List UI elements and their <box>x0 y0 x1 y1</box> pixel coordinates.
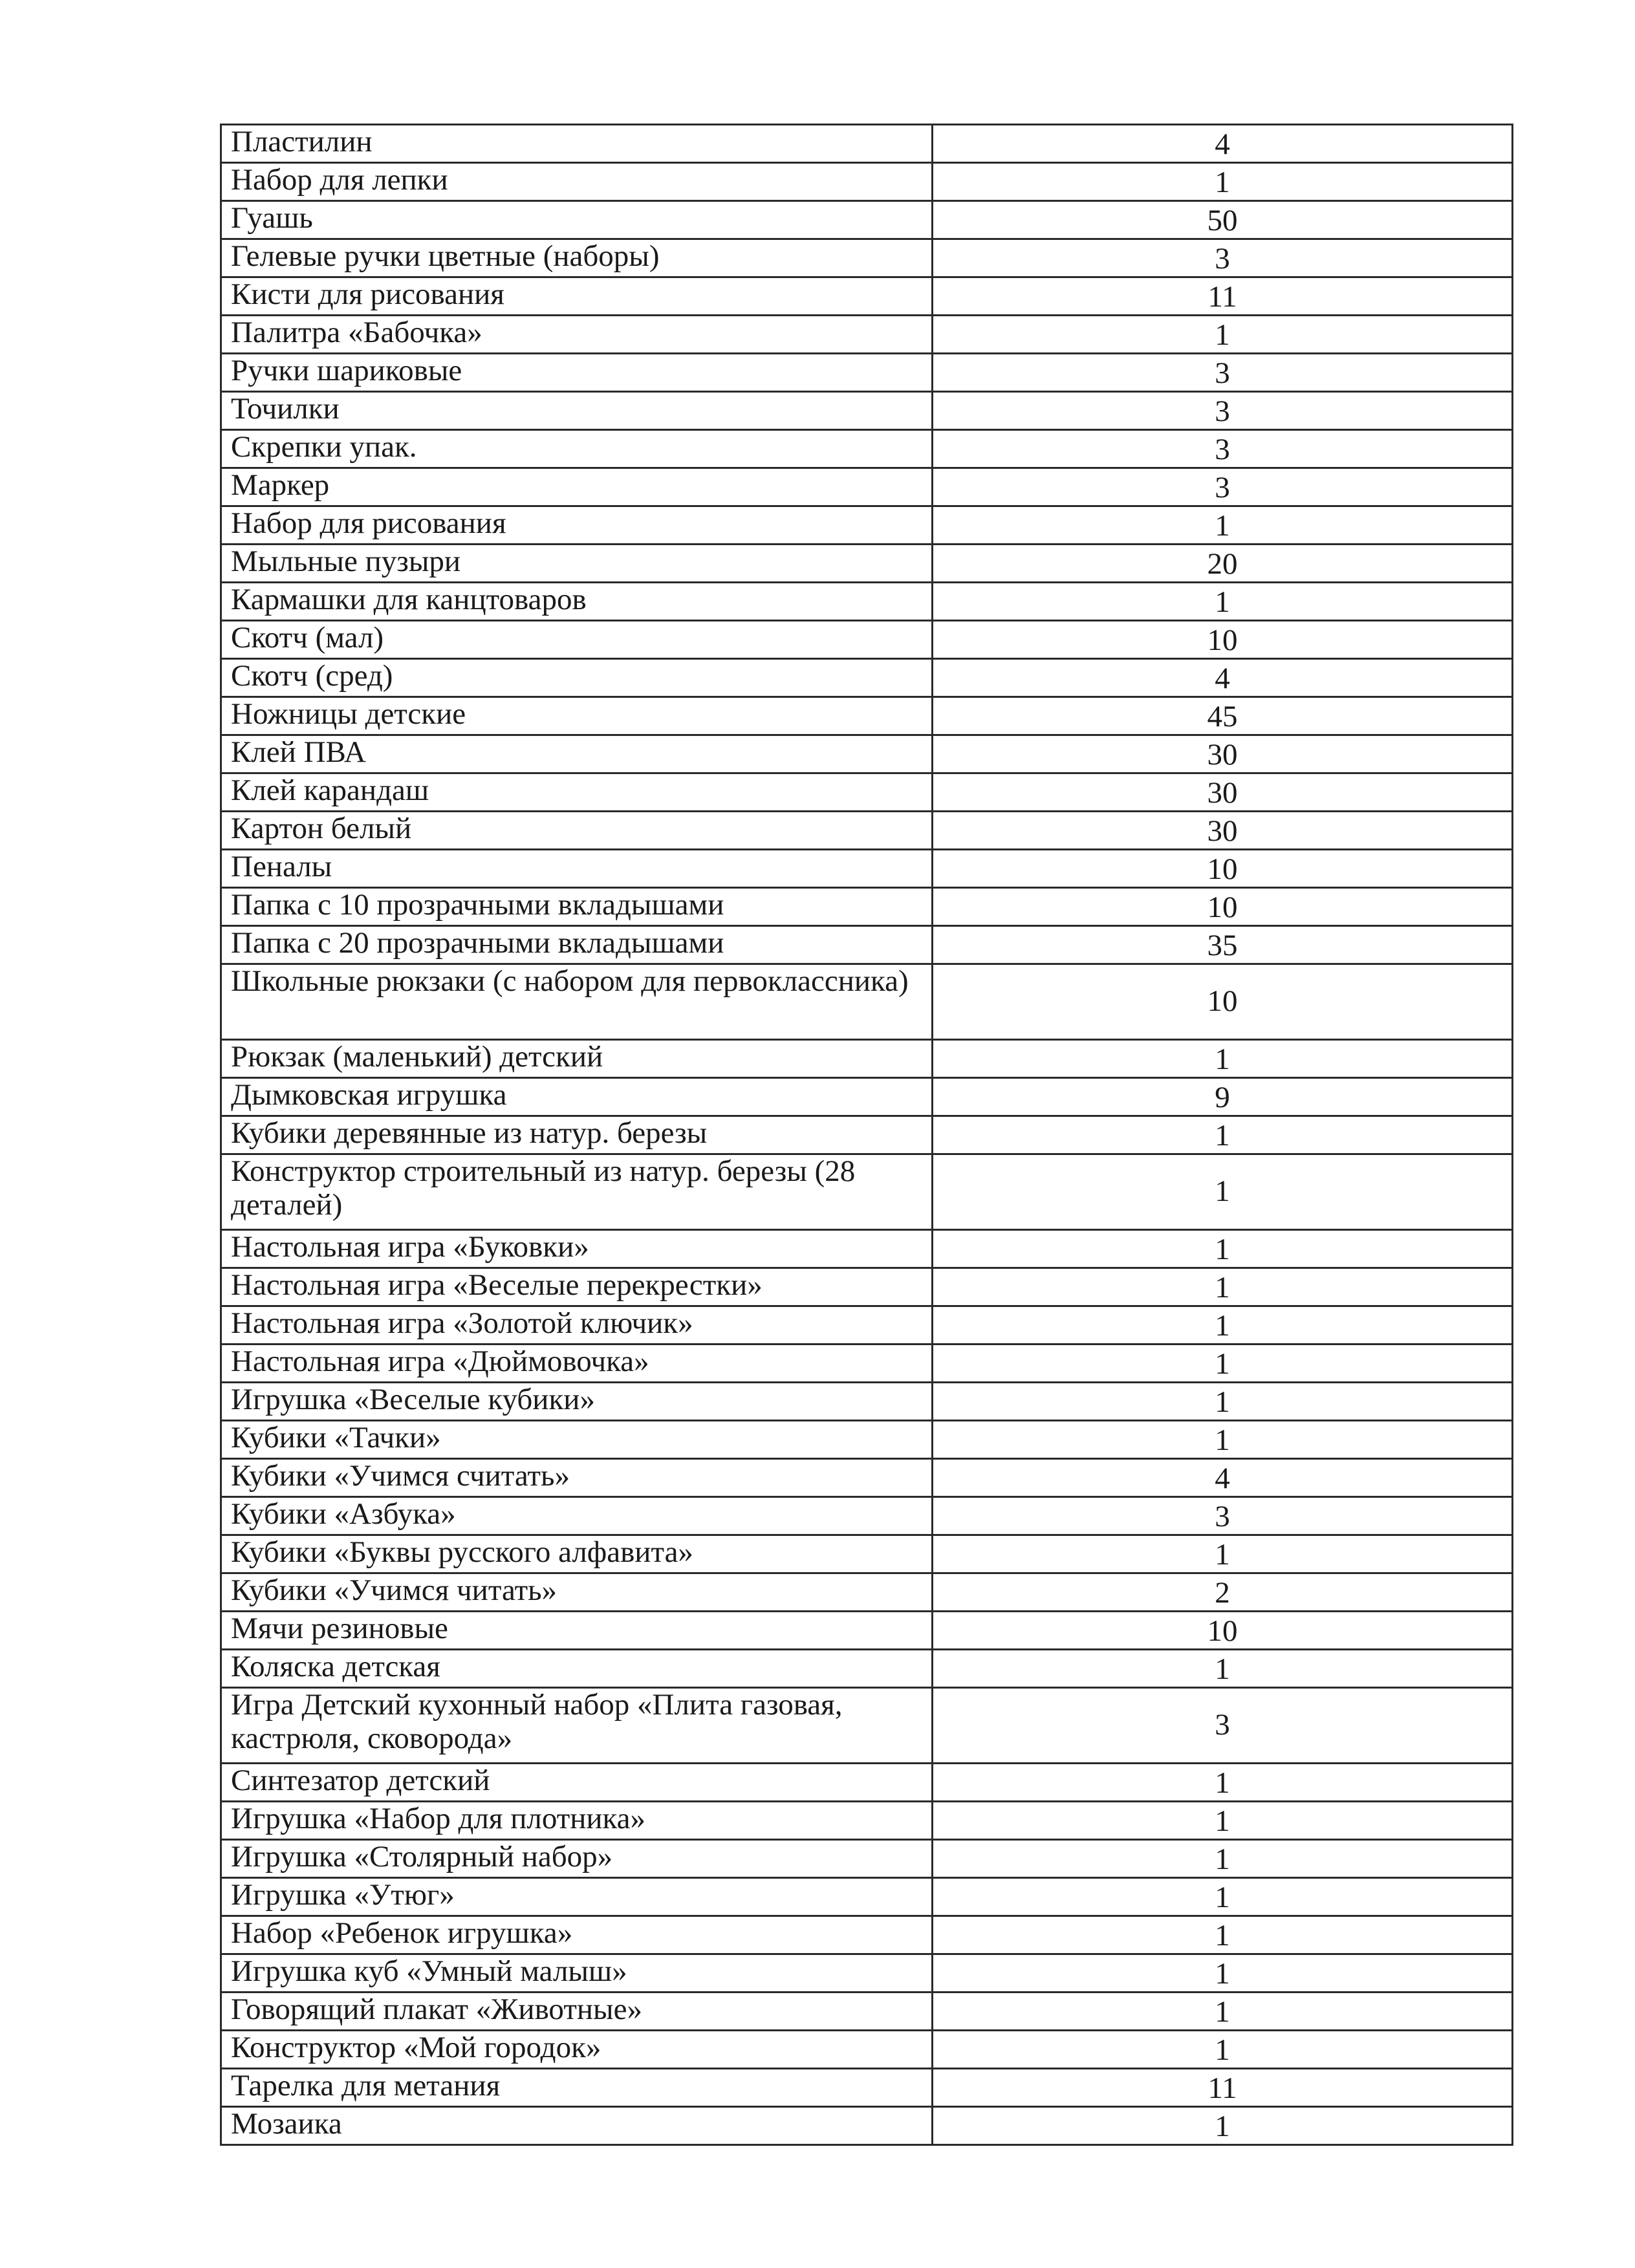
table-row <box>221 583 1513 621</box>
item-name-cell: Кармашки для канцтоваров <box>221 583 933 621</box>
item-quantity-cell: 1 <box>933 2031 1513 2069</box>
item-name-cell: Тарелка для метания <box>221 2069 933 2107</box>
item-quantity-cell: 1 <box>933 1116 1513 1154</box>
item-quantity-cell: 11 <box>933 277 1513 316</box>
item-name-cell: Набор «Ребенок игрушка» <box>221 1916 933 1954</box>
item-name-cell: Скотч (мал) <box>221 621 933 659</box>
table-row <box>221 1650 1513 1688</box>
item-name-cell: Гуашь <box>221 201 933 239</box>
table-row <box>221 2107 1513 2145</box>
item-name-cell: Настольная игра «Дюймовочка» <box>221 1345 933 1383</box>
item-name-cell: Кисти для рисования <box>221 277 933 316</box>
table-row <box>221 1345 1513 1383</box>
item-name-cell: Рюкзак (маленький) детский <box>221 1040 933 1078</box>
item-name-cell: Мозаика <box>221 2107 933 2145</box>
table-row <box>221 1688 1513 1764</box>
table-row <box>221 1268 1513 1306</box>
table-row <box>221 697 1513 735</box>
item-quantity-cell: 1 <box>933 583 1513 621</box>
item-quantity-cell: 10 <box>933 1612 1513 1650</box>
item-quantity-cell: 35 <box>933 926 1513 964</box>
table-row <box>221 392 1513 430</box>
item-name-cell: Кубики «Буквы русского алфавита» <box>221 1535 933 1573</box>
table-row <box>221 1954 1513 1993</box>
item-quantity-cell: 4 <box>933 659 1513 697</box>
table-row <box>221 659 1513 697</box>
item-quantity-cell: 1 <box>933 1421 1513 1459</box>
item-quantity-cell: 1 <box>933 1764 1513 1802</box>
item-name-cell: Пластилин <box>221 125 933 163</box>
item-quantity-cell: 4 <box>933 125 1513 163</box>
table-row <box>221 1154 1513 1230</box>
item-quantity-cell: 3 <box>933 392 1513 430</box>
table-row <box>221 1840 1513 1878</box>
table-row <box>221 125 1513 163</box>
table-row <box>221 2031 1513 2069</box>
item-name-cell: Коляска детская <box>221 1650 933 1688</box>
item-name-cell: Пеналы <box>221 850 933 888</box>
table-row <box>221 812 1513 850</box>
item-quantity-cell: 3 <box>933 468 1513 506</box>
item-quantity-cell: 45 <box>933 697 1513 735</box>
item-quantity-cell: 10 <box>933 850 1513 888</box>
item-quantity-cell: 1 <box>933 316 1513 354</box>
item-name-cell: Кубики деревянные из натур. березы <box>221 1116 933 1154</box>
item-name-cell: Набор для рисования <box>221 506 933 545</box>
item-quantity-cell: 1 <box>933 1040 1513 1078</box>
item-name-cell: Игра Детский кухонный набор «Плита газовая, кастрюля, сковорода» <box>221 1688 933 1764</box>
item-name-cell: Школьные рюкзаки (с набором для первоклассника) <box>221 964 933 1040</box>
item-name-cell: Настольная игра «Веселые перекрестки» <box>221 1268 933 1306</box>
item-name-cell: Дымковская игрушка <box>221 1078 933 1116</box>
table-row <box>221 316 1513 354</box>
table-row <box>221 1535 1513 1573</box>
item-name-cell: Игрушка «Столярный набор» <box>221 1840 933 1878</box>
table-row <box>221 1878 1513 1916</box>
item-name-cell: Синтезатор детский <box>221 1764 933 1802</box>
table-row <box>221 1612 1513 1650</box>
item-quantity-cell: 1 <box>933 1802 1513 1840</box>
table-row <box>221 201 1513 239</box>
table-row <box>221 1116 1513 1154</box>
item-name-cell: Игрушка «Набор для плотника» <box>221 1802 933 1840</box>
table-row <box>221 1764 1513 1802</box>
item-quantity-cell: 1 <box>933 1383 1513 1421</box>
table-row <box>221 1459 1513 1497</box>
item-quantity-cell: 1 <box>933 506 1513 545</box>
item-name-cell: Клей ПВА <box>221 735 933 773</box>
item-quantity-cell: 3 <box>933 239 1513 277</box>
table-row <box>221 1802 1513 1840</box>
item-quantity-cell: 4 <box>933 1459 1513 1497</box>
item-quantity-cell: 1 <box>933 2107 1513 2145</box>
item-name-cell: Игрушка «Веселые кубики» <box>221 1383 933 1421</box>
table-row <box>221 1078 1513 1116</box>
item-quantity-cell: 9 <box>933 1078 1513 1116</box>
table-row <box>221 773 1513 812</box>
table-row <box>221 468 1513 506</box>
item-name-cell: Кубики «Азбука» <box>221 1497 933 1535</box>
item-quantity-cell: 1 <box>933 1993 1513 2031</box>
table-row <box>221 239 1513 277</box>
item-quantity-cell: 10 <box>933 888 1513 926</box>
item-quantity-cell: 1 <box>933 1154 1513 1230</box>
table-row <box>221 621 1513 659</box>
item-name-cell: Скрепки упак. <box>221 430 933 468</box>
table-row <box>221 545 1513 583</box>
item-name-cell: Маркер <box>221 468 933 506</box>
table-row <box>221 1040 1513 1078</box>
item-name-cell: Игрушка «Утюг» <box>221 1878 933 1916</box>
item-name-cell: Кубики «Учимся считать» <box>221 1459 933 1497</box>
table-row <box>221 163 1513 201</box>
item-name-cell: Гелевые ручки цветные (наборы) <box>221 239 933 277</box>
table-row <box>221 1383 1513 1421</box>
table-row <box>221 1993 1513 2031</box>
table-row <box>221 1916 1513 1954</box>
table-row <box>221 430 1513 468</box>
table-row <box>221 926 1513 964</box>
table-row <box>221 506 1513 545</box>
item-quantity-cell: 2 <box>933 1573 1513 1612</box>
item-name-cell: Настольная игра «Буковки» <box>221 1230 933 1268</box>
item-quantity-cell: 10 <box>933 964 1513 1040</box>
table-row <box>221 964 1513 1040</box>
item-quantity-cell: 1 <box>933 1306 1513 1345</box>
item-name-cell: Точилки <box>221 392 933 430</box>
item-quantity-cell: 30 <box>933 812 1513 850</box>
item-name-cell: Кубики «Учимся читать» <box>221 1573 933 1612</box>
item-quantity-cell: 1 <box>933 1954 1513 1993</box>
item-quantity-cell: 3 <box>933 354 1513 392</box>
item-quantity-cell: 3 <box>933 1688 1513 1764</box>
item-quantity-cell: 20 <box>933 545 1513 583</box>
table-row <box>221 1306 1513 1345</box>
item-name-cell: Игрушка куб «Умный малыш» <box>221 1954 933 1993</box>
table-row <box>221 277 1513 316</box>
table-row <box>221 735 1513 773</box>
item-quantity-cell: 1 <box>933 1878 1513 1916</box>
table-row <box>221 1421 1513 1459</box>
item-quantity-cell: 1 <box>933 1916 1513 1954</box>
item-name-cell: Набор для лепки <box>221 163 933 201</box>
item-name-cell: Ножницы детские <box>221 697 933 735</box>
item-name-cell: Ручки шариковые <box>221 354 933 392</box>
item-quantity-cell: 1 <box>933 163 1513 201</box>
table-row <box>221 2069 1513 2107</box>
item-quantity-cell: 1 <box>933 1650 1513 1688</box>
inventory-table <box>220 124 1513 2146</box>
item-name-cell: Настольная игра «Золотой ключик» <box>221 1306 933 1345</box>
item-quantity-cell: 1 <box>933 1268 1513 1306</box>
item-quantity-cell: 30 <box>933 773 1513 812</box>
item-name-cell: Конструктор строительный из натур. березы (28 деталей) <box>221 1154 933 1230</box>
item-name-cell: Папка с 10 прозрачными вкладышами <box>221 888 933 926</box>
item-name-cell: Картон белый <box>221 812 933 850</box>
item-name-cell: Конструктор «Мой городок» <box>221 2031 933 2069</box>
item-quantity-cell: 11 <box>933 2069 1513 2107</box>
item-quantity-cell: 1 <box>933 1230 1513 1268</box>
item-quantity-cell: 3 <box>933 1497 1513 1535</box>
item-quantity-cell: 1 <box>933 1345 1513 1383</box>
item-name-cell: Кубики «Тачки» <box>221 1421 933 1459</box>
inventory-table-body <box>221 125 1513 2145</box>
item-name-cell: Скотч (сред) <box>221 659 933 697</box>
item-name-cell: Мячи резиновые <box>221 1612 933 1650</box>
table-row <box>221 1230 1513 1268</box>
item-name-cell: Говорящий плакат «Животные» <box>221 1993 933 2031</box>
item-name-cell: Папка с 20 прозрачными вкладышами <box>221 926 933 964</box>
item-quantity-cell: 3 <box>933 430 1513 468</box>
item-name-cell: Мыльные пузыри <box>221 545 933 583</box>
table-row <box>221 1573 1513 1612</box>
item-quantity-cell: 50 <box>933 201 1513 239</box>
table-row <box>221 354 1513 392</box>
item-name-cell: Палитра «Бабочка» <box>221 316 933 354</box>
item-quantity-cell: 30 <box>933 735 1513 773</box>
item-quantity-cell: 10 <box>933 621 1513 659</box>
item-name-cell: Клей карандаш <box>221 773 933 812</box>
table-row <box>221 850 1513 888</box>
item-quantity-cell: 1 <box>933 1535 1513 1573</box>
table-row <box>221 1497 1513 1535</box>
item-quantity-cell: 1 <box>933 1840 1513 1878</box>
table-row <box>221 888 1513 926</box>
